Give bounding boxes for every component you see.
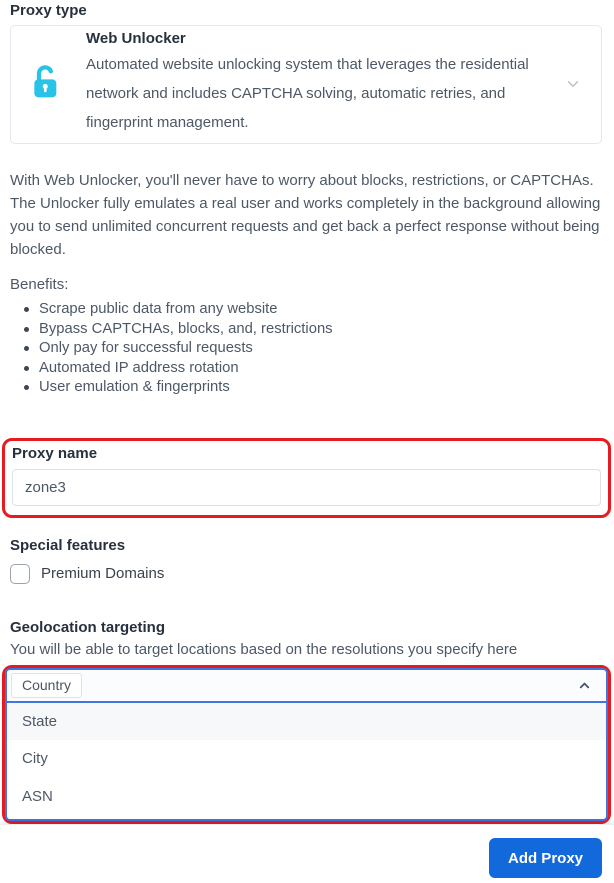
- selected-option-chip[interactable]: Country: [11, 673, 82, 698]
- proxy-name-highlight-annotation: [2, 438, 611, 518]
- dropdown-option-city[interactable]: City: [7, 740, 606, 778]
- proxy-name-label: Proxy name: [12, 444, 98, 462]
- geolocation-highlight-annotation: [2, 665, 611, 825]
- premium-domains-row[interactable]: [10, 564, 602, 584]
- chevron-down-icon[interactable]: [561, 75, 585, 93]
- form-footer: [0, 824, 614, 883]
- add-proxy-button[interactable]: Add Proxy: [489, 838, 602, 878]
- proxy-name-input[interactable]: [12, 469, 601, 506]
- icon-column: [29, 64, 69, 104]
- unlocker-intro-paragraph: With Web Unlocker, you'll never have to worry about blocks, restrictions, or CAPTCHAs. The Unlocker fully emulates a real user and works completely in the background allowing you to send unlimited concurrent requests and get back a perfect response without being blocked.: [10, 172, 601, 258]
- proxy-type-text: [69, 30, 561, 137]
- proxy-type-description: Automated website unlocking system that leverages the residential network and includes CAPTCHA solving, automatic retries, and fingerprint management.: [86, 56, 529, 131]
- benefit-item: User emulation & fingerprints: [39, 378, 602, 398]
- premium-domains-label: Premium Domains: [41, 565, 165, 582]
- benefits-list: [10, 300, 602, 398]
- geolocation-targeting-label: Geolocation targeting: [10, 618, 166, 636]
- benefit-item: Scrape public data from any website: [39, 300, 602, 320]
- proxy-type-card[interactable]: [10, 25, 602, 144]
- geolocation-helper-text: You will be able to target locations based on the resolutions you specify here: [10, 640, 518, 658]
- chevron-up-icon[interactable]: [577, 678, 592, 693]
- proxy-type-label: Proxy type: [10, 2, 87, 19]
- proxy-type-title: Web Unlocker: [86, 30, 186, 47]
- geolocation-select-header[interactable]: [7, 670, 606, 703]
- premium-domains-checkbox[interactable]: [10, 564, 30, 584]
- benefits-label: Benefits:: [10, 276, 69, 293]
- benefit-item: Bypass CAPTCHAs, blocks, and, restrictions: [39, 320, 602, 340]
- dropdown-option-state[interactable]: State: [7, 703, 606, 741]
- dropdown-option-asn[interactable]: ASN: [7, 778, 606, 816]
- dropdown-bottom-padding: [7, 815, 606, 819]
- benefit-item: Automated IP address rotation: [39, 359, 602, 379]
- geolocation-select: [5, 668, 608, 822]
- unlocked-padlock-icon: [29, 64, 61, 104]
- special-features-label: Special features: [10, 536, 126, 554]
- benefit-item: Only pay for successful requests: [39, 339, 602, 359]
